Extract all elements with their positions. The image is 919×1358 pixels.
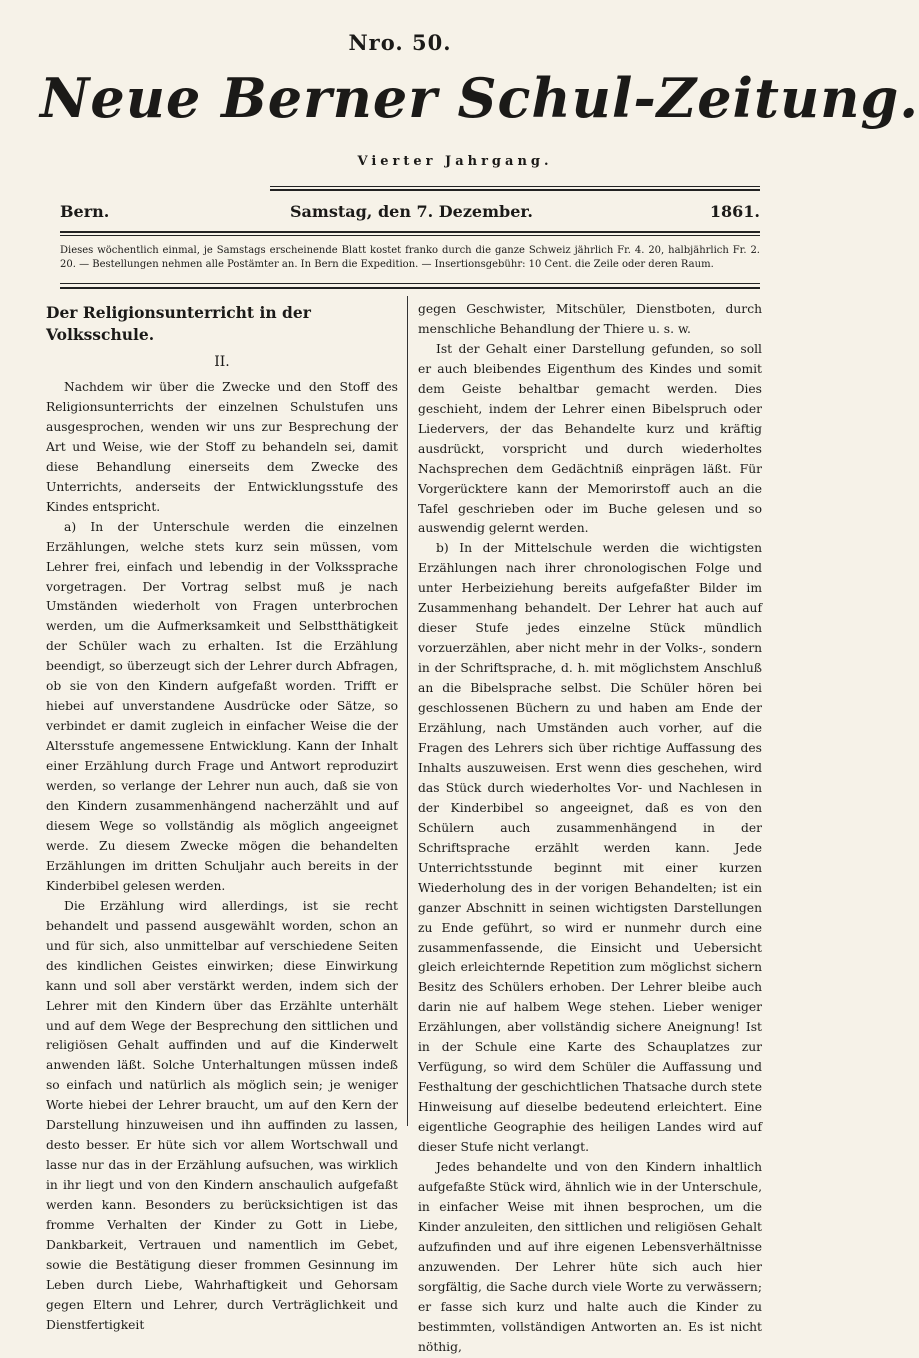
place: Bern. xyxy=(60,202,110,221)
placeline-rule-top xyxy=(60,231,760,233)
paragraph: Ist der Gehalt einer Darstellung gefunden, so soll er auch bleibendes Eigenthum des Kindes und somit dem Geiste behaltbar gemacht werden. Dies geschieht, indem der Lehrer einen Bibelspruch oder Liedervers, der das Behandelte kurz und kräftig ausdrückt, vorspricht und durch wiederholtes Nachsprechen dem Gedächtniß einprägen läßt. Für Vorgerücktere kann der Memorirstoff auch an die Tafel geschrieben oder im Buche gelesen und so auswendig gelernt werden. xyxy=(418,341,762,536)
column-divider xyxy=(407,296,408,1126)
issue-number: Nro. 50. xyxy=(348,30,452,55)
paragraph: b) In der Mittelschule werden die wichtigsten Erzählungen nach ihrer chronologischen Folge und unter Herbeiziehung bereits aufgefaßter Bilder im Zusammenhang behandelt. Der Lehrer hat auch auf dieser Stufe jedes einzelne Stück mündlich vorzuerzählen, aber nicht mehr in der Volks-, sondern in der Schriftsprache, d. h. mit möglichstem Anschluß an die Bibelsprache selbst. Die Schüler hören bei geschlossenen Büchern zu und haben am Ende der Erzählung, nach Umständen auch vorher, auf die Fragen des Lehrers sich über richtige Auffassung des Inhalts auszuweisen. Erst wenn dies geschehen, wird das Stück durch wiederholtes Vor- und Nachlesen in der Kinderbibel so angeeignet, daß es von den Schülern auch zusammenhängend in der Schriftsprache erzählt werden kann. Jede Unterrichtsstunde beginnt mit einer kurzen Wiederholung des in der vorigen Behandelten; ist ein ganzer Abschnitt in seinen wichtigsten Darstellungen zu Ende geführt, so wird er nunmehr durch eine zusammenfassende, die Einsicht und Uebersicht gleich erleichternde Repetition zum möglichst sichern Besitz des Schülers erhoben. Der Lehrer bleibe auch darin nie auf halbem Wege stehen. Lieber weniger Erzählungen, aber vollständig sichere Aneignung! Ist in der Schule eine Karte des Schauplatzes zur Verfügung, so wird dem Schüler die Auffassung und Festhaltung der geschichtlichen Thatsache durch stete Hinweisung auf dieselbe bedeutend erleichtert. Eine eigentliche Geographie des heiligen Landes wird auf dieser Stufe nicht verlangt. xyxy=(418,541,762,1155)
paragraph: Die Erzählung wird allerdings, ist sie recht behandelt und passend ausgewählt worden, schon an und für sich, also unmittelbar auf verschiedene Seiten des kindlichen Geistes einwirken; diese Einwirkung kann und soll aber verstärkt werden, indem sich der Lehrer mit den Kindern über das Erzählte unterhält und auf dem Wege der Besprechung den sittlichen und religiösen Gehalt auffinden und auf die Kinderwelt anwenden läßt. Solche Unterhaltungen müssen indeß so einfach und natürlich als möglich sein; je weniger Worte hiebei der Lehrer braucht, um auf den Kern der Darstellung hinzuweisen und ihn auffinden zu lassen, desto besser. Er hüte sich vor allem Wortschwall und lasse nur das in der Erzählung aufsuchen, was wirklich in ihr liegt und von den Kindern anschaulich aufgefaßt werden kann. Besonders zu berücksichtigen ist das fromme Verhalten der Kinder zu Gott in Liebe, Dankbarkeit, Vertrauen und namentlich im Gebet, sowie die Bestätigung dieser frommen Gesinnung im Leben durch Liebe, Wahrhaftigkeit und Gehorsam gegen Eltern und Lehrer, durch Verträglichkeit und Dienstfertigkeit xyxy=(46,898,398,1332)
right-column xyxy=(418,300,762,1358)
subscription-notice: Dieses wöchentlich einmal, je Samstags erscheinende Blatt kostet franko durch die ganze Schweiz jährlich Fr. 4. 20, halbjährlich Fr. 2. 20. — Bestellungen nehmen alle Postämter an. In Bern die Expedition. — Insertionsgebühr: 10 Cent. die Zeile oder deren Raum. xyxy=(60,245,760,270)
placeline-rule-bottom xyxy=(60,235,760,236)
paragraph: gegen Geschwister, Mitschüler, Dienstboten, durch menschliche Behandlung der Thiere u. s. w. xyxy=(418,302,762,336)
section-number: II. xyxy=(214,354,230,370)
place-date-line xyxy=(60,202,760,224)
notice-rule-top xyxy=(60,283,760,284)
volume-line: Vierter Jahrgang. xyxy=(357,154,553,169)
header-rule-thick xyxy=(270,189,760,191)
issue-year: 1861. xyxy=(709,202,760,221)
article-title: Der Religionsunterricht in der Volksschule. xyxy=(46,303,311,344)
issue-date: Samstag, den 7. Dezember. xyxy=(290,202,533,221)
paragraph: Nachdem wir über die Zwecke und den Stoff des Religionsunterrichts der einzelnen Schulstufen uns ausgesprochen, wenden wir uns zur Besprechung der Art und Weise, wie der Stoff zu behandeln sei, damit diese Behandlung einerseits dem Zwecke des Unterrichts, anderseits der Entwicklungsstufe des Kindes entspricht. xyxy=(46,380,398,514)
paragraph: Jedes behandelte und von den Kindern inhaltlich aufgefaßte Stück wird, ähnlich wie in der Unterschule, in einfacher Weise mit ihnen besprochen, um die Kinder anzuleiten, den sittlichen und religiösen Gehalt aufzufinden und auf ihre eigenen Lebensverhältnisse anzuwenden. Der Lehrer hüte sich auch hier sorgfältig, die Sache durch viele Worte zu verwässern; er fasse sich kurz und halte auch die Kinder zu bestimmten, vollständigen Antworten an. Es ist nicht nöthig, xyxy=(418,1159,762,1354)
masthead-title: Neue Berner Schul-Zeitung. xyxy=(40,66,919,130)
header-rule-thin xyxy=(270,186,760,187)
notice-rule-bottom xyxy=(60,287,760,289)
paragraph: a) In der Unterschule werden die einzelnen Erzählungen, welche stets kurz sein müssen, vom Lehrer frei, einfach und lebendig in der Volkssprache vorgetragen. Der Vortrag selbst muß je nach Umständen wiederholt von Fragen unterbrochen werden, um die Aufmerksamkeit und Selbstthätigkeit der Schüler wach zu erhalten. Ist die Erzählung beendigt, so überzeugt sich der Lehrer durch Abfragen, ob sie von den Kindern aufgefaßt worden. Trifft er hiebei auf unverstandene Ausdrücke oder Sätze, so verbindet er damit zugleich in einfacher Weise die der Altersstufe angemessene Entwicklung. Kann der Inhalt einer Erzählung durch Frage und Antwort reproduzirt werden, so verlange der Lehrer nun auch, daß sie von den Kindern zusammenhängend nacherzählt und auf diesem Wege so vollständig als möglich angeeignet werde. Zu diesem Zwecke mögen die behandelten Erzählungen im dritten Schuljahr auch bereits in der Kinderbibel gelesen werden. xyxy=(46,519,398,893)
left-column xyxy=(46,300,398,1336)
